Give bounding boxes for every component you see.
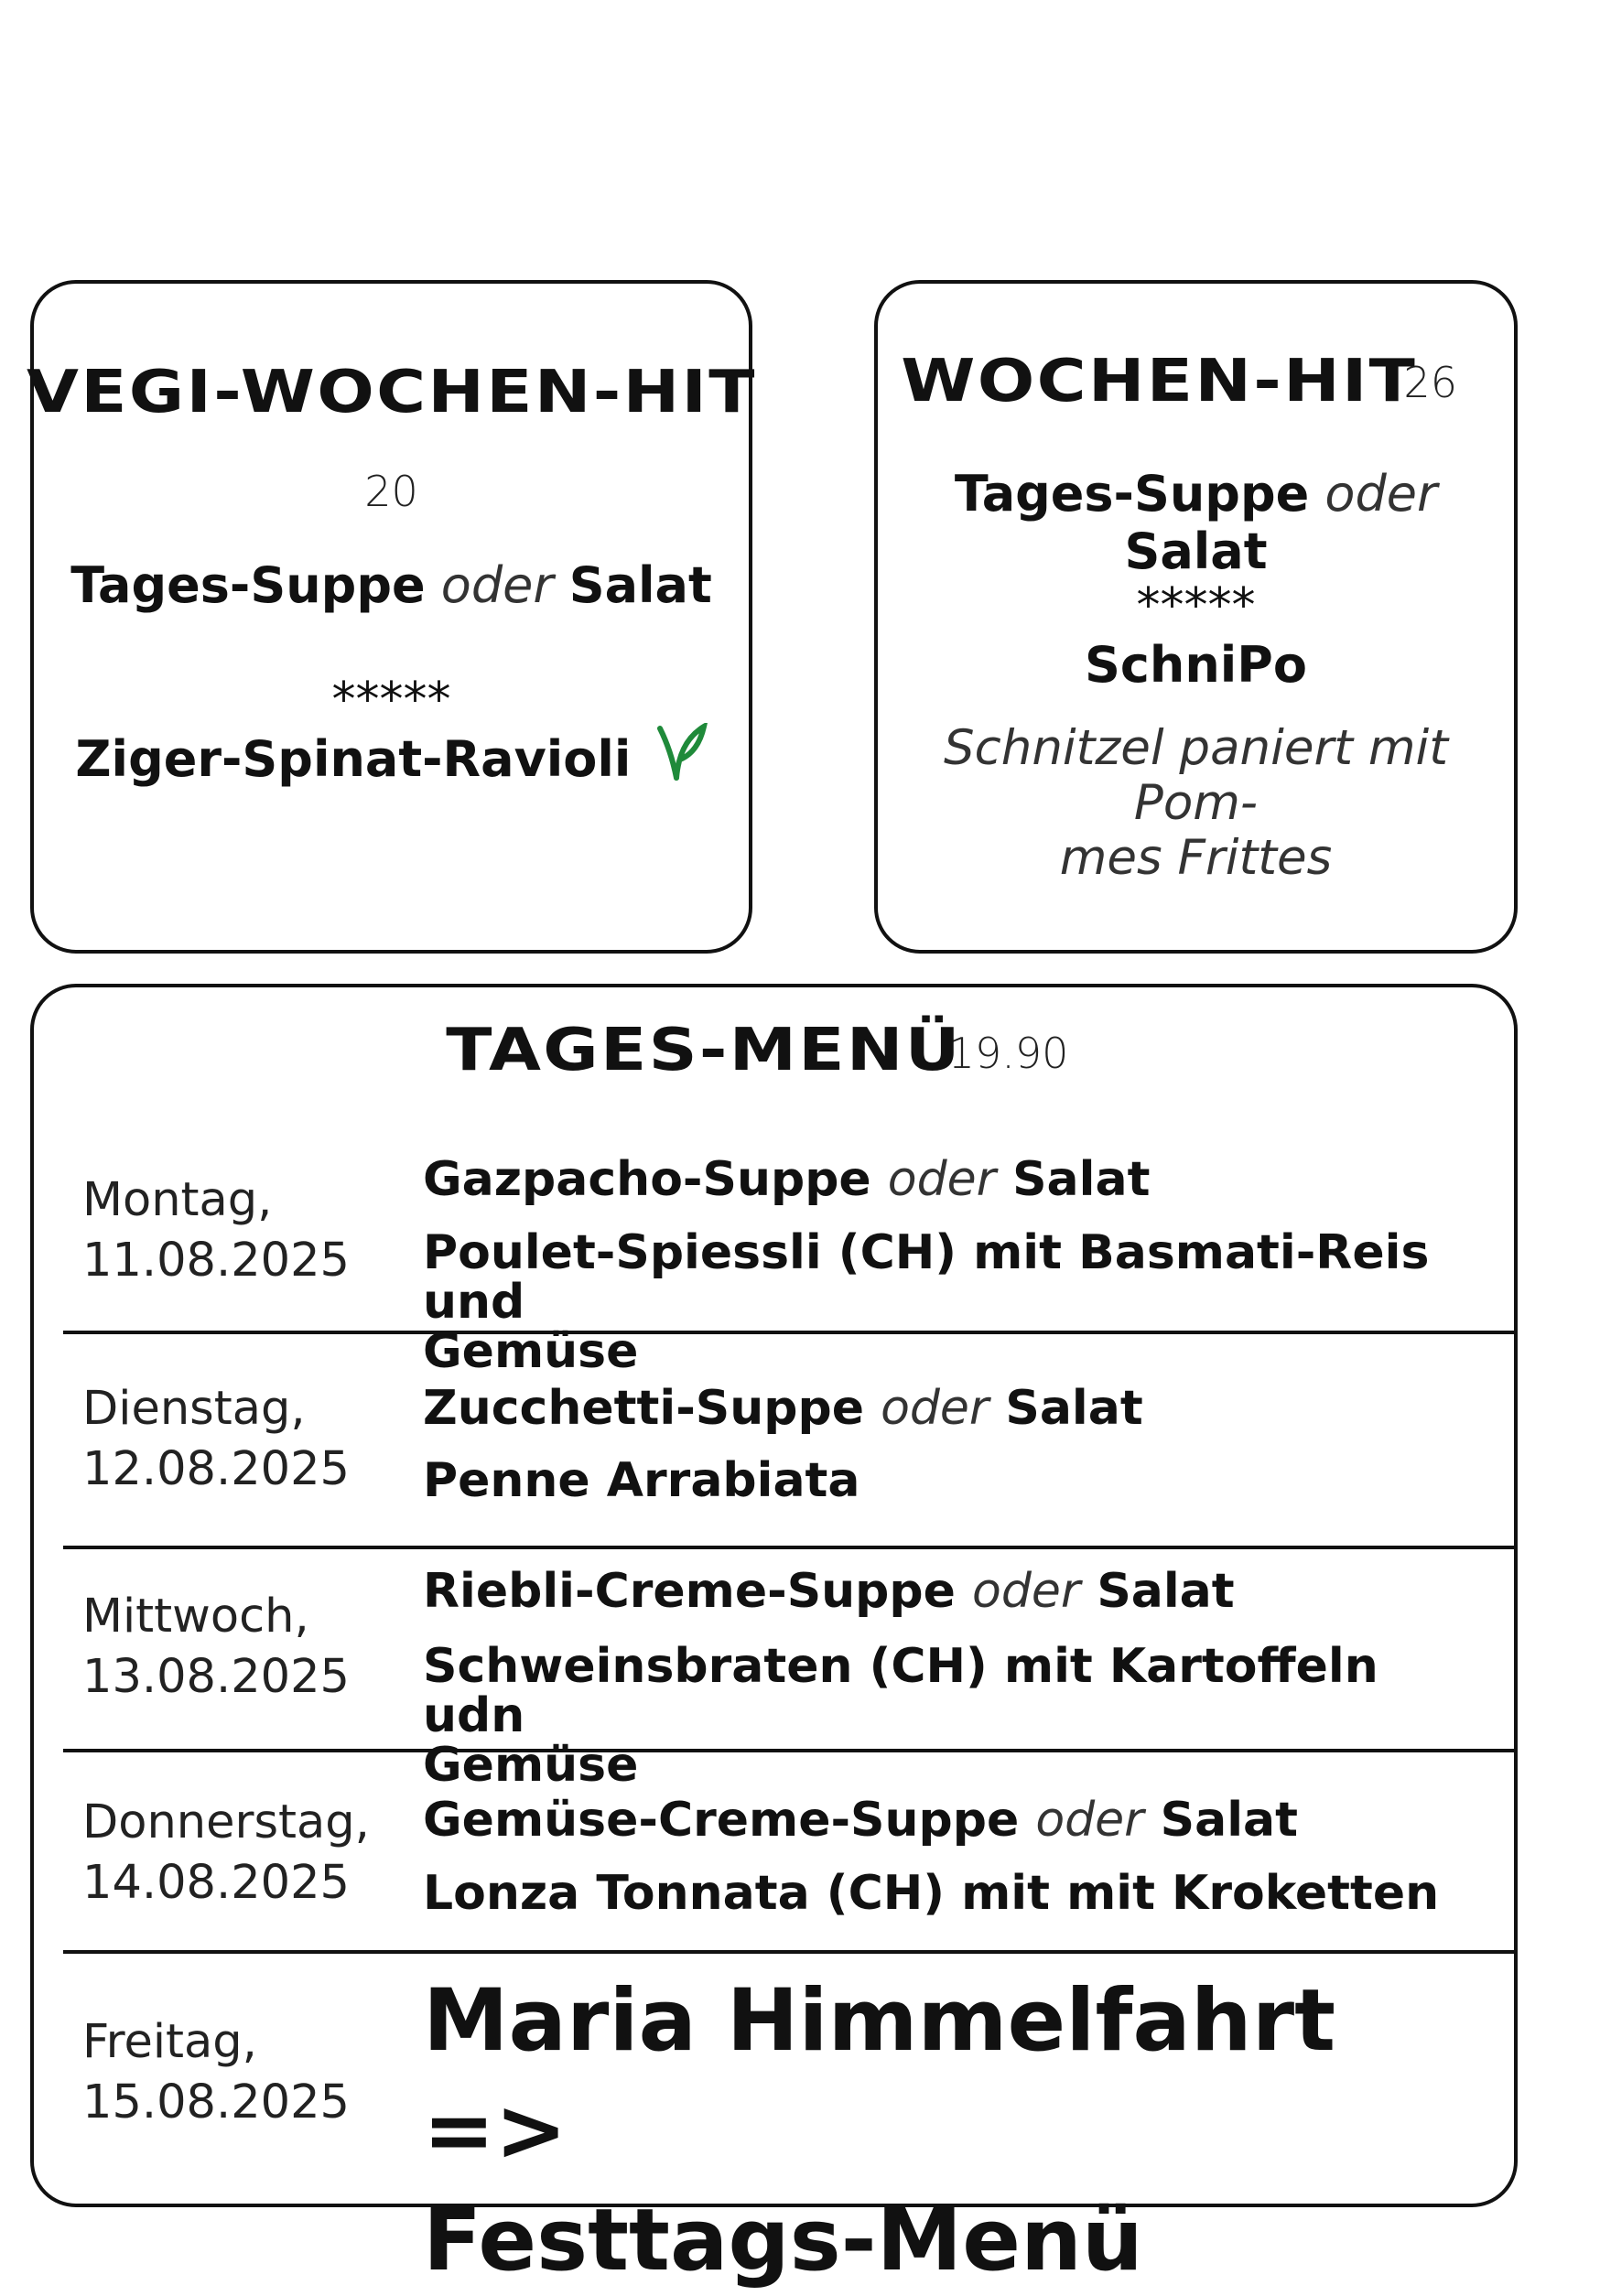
soup-tuesday: Zucchetti-Suppe oder Salat [423,1381,1143,1436]
vegi-dish: Ziger-Spinat-Ravioli [34,723,749,793]
main-wednesday: Schweinsbraten (CH) mit Kartoffeln udn Gemüse [423,1639,1378,1793]
vegi-soup-choice: Tages-Suppe oder Salat [70,556,712,614]
row-divider [63,1546,1514,1549]
hit-soup-choice: Tages-Suppe oder Salat [954,465,1438,580]
vegi-separator-stars: ***** [331,673,451,728]
day-label-tuesday: Dienstag, 12.08.2025 [82,1382,351,1496]
main-thursday: Lonza Tonnata (CH) mit mit Kroketten [423,1866,1440,1921]
menu-header [34,1017,1514,1084]
hit-separator-stars: ***** [1136,578,1256,633]
hit-description: Schnitzel paniert mit Pom- mes Frittes [943,720,1449,886]
day-label-thursday: Donnerstag, 14.08.2025 [82,1795,370,1910]
holiday-special: Maria Himmelfahrt => Festtags-Menü [423,1971,1336,2291]
menu-price: 19.90 [947,1029,1069,1078]
vegi-wochen-hit-card [26,280,757,954]
main-tuesday: Penne Arrabiata [423,1453,860,1508]
soup-thursday: Gemüse-Creme-Suppe oder Salat [423,1793,1298,1848]
hit-header [878,348,1514,415]
day-label-friday: Freitag, 15.08.2025 [82,2015,351,2129]
menu-title: TAGES-MENÜ [445,1017,962,1084]
row-divider [63,1331,1514,1334]
tages-menu-card [30,984,1518,2291]
hit-price: 26 [1403,358,1457,407]
wochen-hit-card [874,280,1518,954]
hit-dish: SchniPo [1085,636,1307,694]
main-monday: Poulet-Spiessli (CH) mit Basmati-Reis und Gemüse [423,1225,1430,1379]
vegi-price: 20 [364,467,418,516]
hit-title: WOCHEN-HIT [901,348,1418,415]
soup-monday: Gazpacho-Suppe oder Salat [423,1152,1151,1207]
day-label-monday: Montag, 11.08.2025 [82,1173,351,1288]
soup-wednesday: Riebli-Creme-Suppe oder Salat [423,1564,1235,1619]
row-divider [63,1749,1514,1752]
day-label-wednesday: Mittwoch, 13.08.2025 [82,1590,351,1704]
vegan-leaf-icon [656,723,708,793]
vegi-title: VEGI-WOCHEN-HIT [26,359,757,426]
row-divider [63,1950,1514,1954]
